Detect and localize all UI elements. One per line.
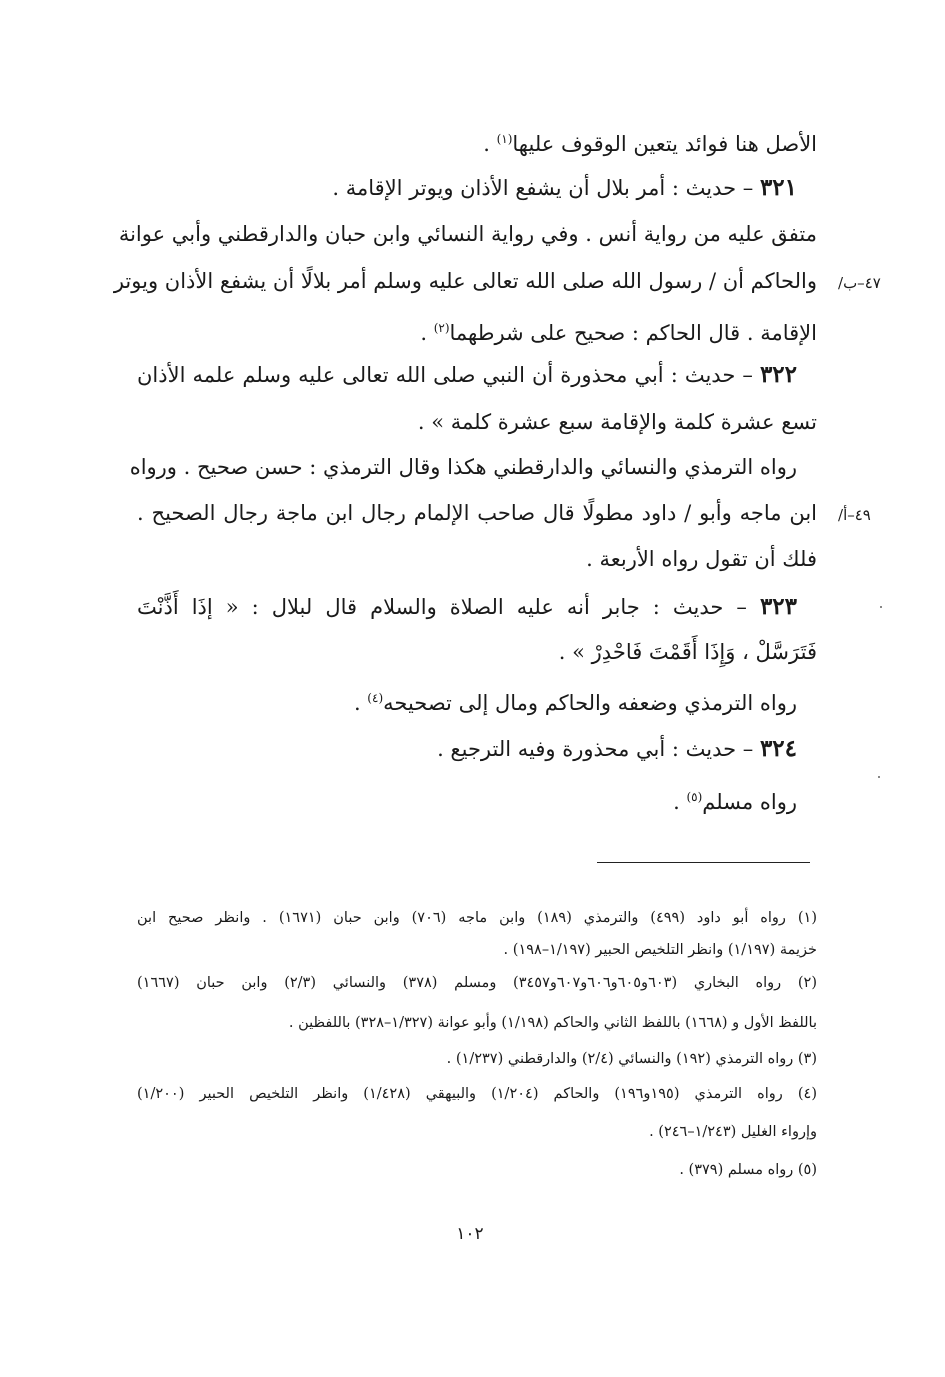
body-text: رواه الترمذي وضعفه والحاكم ومال إلى تصحيحه xyxy=(383,691,797,715)
body-line-8: رواه الترمذي والنسائي والدارقطني هكذا وقال الترمذي : حسن صحيح . ورواه xyxy=(129,455,797,479)
body-text: . xyxy=(673,790,687,814)
hadith-number: ٣٢٤ xyxy=(759,735,797,762)
body-line-3: متفق عليه من رواية أنس . وفي رواية النسائي وابن حبان والدارقطني وأبي عوانة xyxy=(118,222,817,246)
body-line-1 xyxy=(137,124,817,159)
body-text: الأصل هنا فوائد يتعين الوقوف عليها xyxy=(512,132,817,156)
body-text: رواه مسلم xyxy=(702,790,797,814)
hadith-321 xyxy=(117,173,797,203)
footnote-ref: (١) xyxy=(496,132,513,146)
body-line-12: فَتَرَسَّلْ ، وَإِذَا أَقَمْتَ فَاحْدِرْ » . xyxy=(558,640,817,664)
margin-speck xyxy=(880,606,882,608)
body-text: . xyxy=(353,691,368,715)
hadith-text: – حديث : أبي محذورة وفيه الترجيع . xyxy=(437,737,760,761)
body-line-9: ابن ماجه وأبو / داود مطولًا قال صاحب الإلمام رجال ابن ماجة رجال الصحيح . xyxy=(137,501,817,525)
folio-note-47b: /٤٧–ب xyxy=(838,274,881,292)
hadith-322 xyxy=(137,360,797,390)
body-line-7: تسع عشرة كلمة والإقامة سبع عشرة كلمة » . xyxy=(417,410,817,434)
hadith-324 xyxy=(117,734,797,764)
body-line-4: والحاكم أن / رسول الله صلى الله تعالى عليه وسلم أمر بلالًا أن يشفع الأذان ويوتر xyxy=(113,269,817,293)
footnote-2-line-2: باللفظ الأول و (١٦٦٨) باللفظ الثاني والحاكم (١/١٩٨) وأبو عوانة (١/٣٢٧–٣٢٨) باللفظين . xyxy=(288,1015,817,1031)
body-line-10: فلك أن تقول رواه الأربعة . xyxy=(586,547,817,571)
page-number: ١٠٢ xyxy=(456,1224,484,1244)
footnote-ref: (٢) xyxy=(433,321,450,335)
hadith-text: – حديث : أبي محذورة أن النبي صلى الله تعالى عليه وسلم علمه الأذان xyxy=(137,363,760,387)
hadith-text: – حديث : جابر أنه عليه الصلاة والسلام قال لبلال : « إذَا أَذَّنْتَ xyxy=(137,595,760,619)
body-text: الإقامة . قال الحاكم : صحيح على شرطهما xyxy=(449,321,817,345)
hadith-number: ٣٢٢ xyxy=(759,361,797,388)
body-line-5 xyxy=(137,313,817,348)
footnote-ref: (٥) xyxy=(686,790,703,804)
footnote-separator xyxy=(597,862,810,863)
body-line-15 xyxy=(117,782,797,817)
hadith-number: ٣٢١ xyxy=(759,174,797,201)
hadith-text: – حديث : أمر بلال أن يشفع الأذان ويوتر الإقامة . xyxy=(332,176,760,200)
margin-speck xyxy=(878,776,880,778)
body-text: . xyxy=(483,132,497,156)
hadith-323 xyxy=(137,592,797,622)
footnote-4-line-1: (٤) رواه الترمذي (١٩٥و١٩٦) والحاكم (١/٢٠٤) والبيهقي (١/٤٢٨) وانظر التلخيص الحبير (١/٢٠٠) xyxy=(137,1086,817,1102)
body-text: . xyxy=(420,321,434,345)
folio-note-49a: /٤٩–أ xyxy=(838,506,871,524)
hadith-number: ٣٢٣ xyxy=(759,593,797,620)
footnote-ref: (٤) xyxy=(367,691,384,705)
footnote-5: (٥) رواه مسلم (٣٧٩) . xyxy=(679,1162,817,1178)
footnote-1-line-1: (١) رواه أبو داود (٤٩٩) والترمذي (١٨٩) وابن ماجه (٧٠٦) وابن حبان (١٦٧١) . وانظر صحيح ابن xyxy=(137,910,817,926)
footnote-2-line-1: (٢) رواه البخاري (٦٠٣و٦٠٥و٦٠٦و٦٠٧و٣٤٥٧) ومسلم (٣٧٨) والنسائي (٢/٣) وابن حبان (١٦٦٧) xyxy=(137,975,817,991)
footnote-4-line-2: وإرواء الغليل (١/٢٤٣–٢٤٦) . xyxy=(649,1124,817,1140)
footnote-3: (٣) رواه الترمذي (١٩٢) والنسائي (٢/٤) والدارقطني (١/٢٣٧) . xyxy=(446,1051,817,1067)
body-line-13 xyxy=(117,683,797,718)
footnote-1-line-2: خزيمة (١/١٩٧) وانظر التلخيص الحبير (١/١٩٧–١٩٨) . xyxy=(503,942,817,958)
